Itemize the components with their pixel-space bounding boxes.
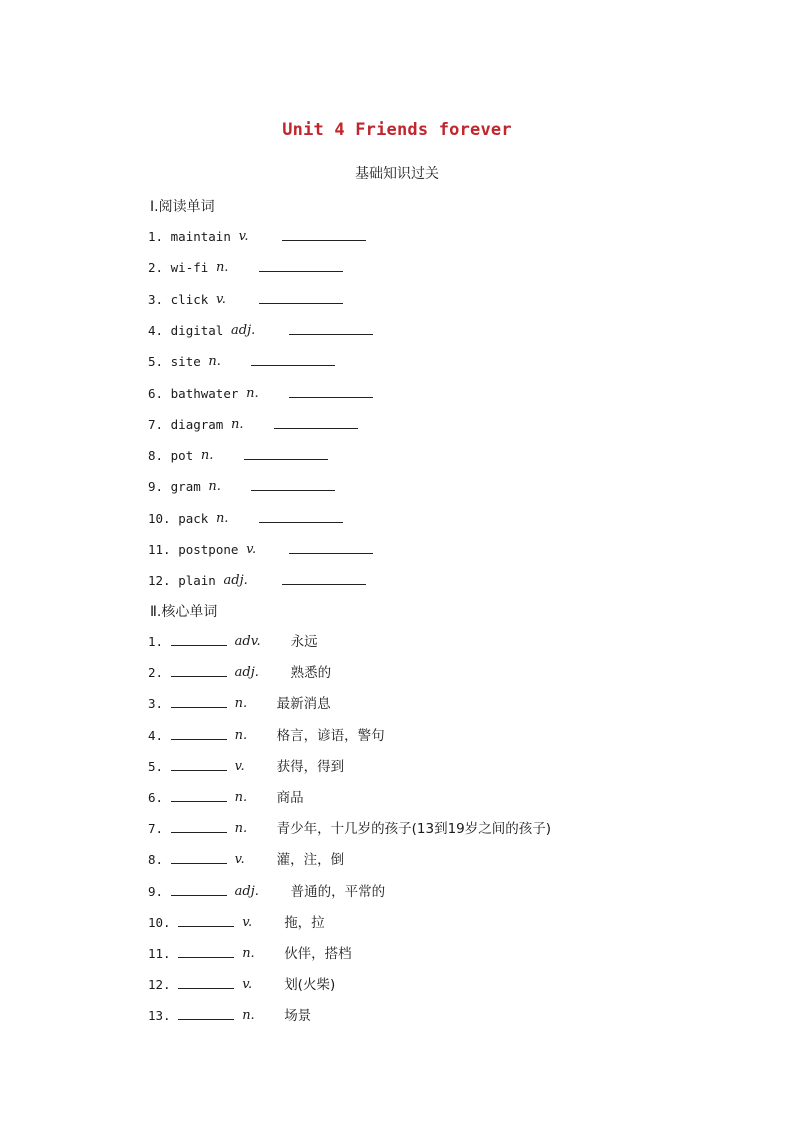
part-of-speech: n. bbox=[208, 354, 221, 370]
reading-word-text: plain bbox=[178, 573, 216, 589]
item-number: 12. bbox=[148, 573, 171, 589]
chinese-meaning: 最新消息 bbox=[276, 696, 331, 713]
answer-blank[interactable] bbox=[282, 571, 366, 585]
reading-word-text: gram bbox=[170, 479, 201, 495]
item-number: 2. bbox=[148, 665, 164, 681]
part-of-speech: adv. bbox=[234, 634, 261, 649]
part-of-speech: n. bbox=[234, 727, 248, 743]
item-number: 1. bbox=[148, 634, 164, 649]
reading-word-text: digital bbox=[170, 322, 224, 338]
answer-blank[interactable] bbox=[244, 446, 328, 460]
chinese-meaning: 伙伴，搭档 bbox=[284, 946, 352, 962]
answer-blank[interactable] bbox=[171, 819, 227, 833]
answer-blank[interactable] bbox=[289, 540, 373, 554]
item-number: 5. bbox=[148, 758, 164, 774]
part-of-speech: adj. bbox=[231, 322, 256, 338]
reading-word-text: postpone bbox=[178, 542, 239, 557]
reading-word-text: maintain bbox=[170, 229, 231, 244]
section-heading-core-words: Ⅱ.核心单词 bbox=[150, 604, 218, 620]
reading-word-text: diagram bbox=[170, 416, 224, 432]
part-of-speech: adj. bbox=[234, 883, 259, 899]
part-of-speech: n. bbox=[200, 448, 214, 464]
reading-word-text: click bbox=[170, 291, 209, 307]
answer-blank[interactable] bbox=[171, 757, 227, 771]
part-of-speech: n. bbox=[234, 696, 248, 712]
part-of-speech: n. bbox=[246, 385, 259, 401]
answer-blank[interactable] bbox=[178, 944, 234, 958]
item-number: 13. bbox=[148, 1008, 171, 1024]
item-number: 1. bbox=[148, 229, 164, 244]
part-of-speech: v. bbox=[238, 229, 249, 244]
answer-blank[interactable] bbox=[251, 352, 335, 366]
answer-blank[interactable] bbox=[259, 290, 343, 304]
answer-blank[interactable] bbox=[259, 509, 343, 523]
item-number: 7. bbox=[148, 416, 164, 432]
item-number: 4. bbox=[148, 727, 164, 743]
chinese-meaning: 青少年，十几岁的孩子(13到19岁之间的孩子) bbox=[276, 821, 552, 838]
item-number: 9. bbox=[148, 479, 164, 495]
answer-blank[interactable] bbox=[171, 788, 227, 802]
part-of-speech: v. bbox=[234, 852, 245, 868]
part-of-speech: n. bbox=[242, 946, 255, 961]
item-number: 12. bbox=[148, 977, 171, 993]
chinese-meaning: 商品 bbox=[276, 790, 304, 806]
item-number: 11. bbox=[148, 946, 171, 961]
part-of-speech: v. bbox=[242, 977, 253, 993]
chinese-meaning: 拖，拉 bbox=[284, 914, 325, 931]
answer-blank[interactable] bbox=[178, 913, 234, 927]
item-number: 8. bbox=[148, 448, 164, 464]
item-number: 5. bbox=[148, 354, 164, 370]
reading-word-text: pack bbox=[178, 510, 209, 526]
item-number: 4. bbox=[148, 322, 164, 338]
chinese-meaning: 格言，谚语，警句 bbox=[276, 727, 385, 744]
chinese-meaning: 获得，得到 bbox=[276, 758, 345, 775]
item-number: 10. bbox=[148, 510, 171, 526]
item-number: 3. bbox=[148, 696, 164, 712]
part-of-speech: n. bbox=[208, 479, 221, 495]
item-number: 6. bbox=[148, 790, 164, 805]
reading-word-text: bathwater bbox=[170, 385, 239, 401]
item-number: 8. bbox=[148, 852, 164, 868]
item-number: 11. bbox=[148, 542, 171, 557]
chinese-meaning: 熟悉的 bbox=[290, 665, 332, 682]
part-of-speech: n. bbox=[215, 510, 229, 526]
part-of-speech: adj. bbox=[234, 665, 259, 681]
chinese-meaning: 普通的，平常的 bbox=[290, 883, 386, 900]
item-number: 2. bbox=[148, 260, 164, 276]
part-of-speech: n. bbox=[242, 1008, 255, 1024]
part-of-speech: n. bbox=[234, 821, 248, 837]
part-of-speech: v. bbox=[234, 758, 245, 774]
part-of-speech: n. bbox=[215, 260, 229, 276]
chinese-meaning: 场景 bbox=[284, 1008, 312, 1025]
item-number: 7. bbox=[148, 821, 164, 837]
part-of-speech: n. bbox=[231, 416, 244, 432]
part-of-speech: v. bbox=[242, 914, 253, 930]
page-subtitle: 基础知识过关 bbox=[355, 166, 439, 182]
chinese-meaning: 灌，注，倒 bbox=[276, 852, 345, 869]
answer-blank[interactable] bbox=[282, 227, 366, 241]
part-of-speech: v. bbox=[215, 291, 226, 307]
answer-blank[interactable] bbox=[171, 882, 227, 896]
answer-blank[interactable] bbox=[171, 694, 227, 708]
part-of-speech: n. bbox=[234, 790, 248, 805]
item-number: 6. bbox=[148, 385, 164, 401]
answer-blank[interactable] bbox=[178, 975, 234, 989]
answer-blank[interactable] bbox=[274, 415, 358, 429]
item-number: 3. bbox=[148, 291, 164, 307]
page-title: Unit 4 Friends forever bbox=[282, 120, 512, 140]
answer-blank[interactable] bbox=[289, 321, 373, 335]
answer-blank[interactable] bbox=[251, 477, 335, 491]
item-number: 9. bbox=[148, 883, 164, 899]
answer-blank[interactable] bbox=[171, 726, 227, 740]
chinese-meaning: 永远 bbox=[290, 634, 318, 650]
answer-blank[interactable] bbox=[178, 1006, 234, 1020]
answer-blank[interactable] bbox=[171, 663, 227, 677]
part-of-speech: v. bbox=[246, 542, 257, 557]
reading-word-text: wi-fi bbox=[170, 260, 209, 276]
item-number: 10. bbox=[148, 914, 171, 930]
answer-blank[interactable] bbox=[289, 384, 373, 398]
answer-blank[interactable] bbox=[171, 850, 227, 864]
answer-blank[interactable] bbox=[259, 258, 343, 272]
reading-word-text: pot bbox=[170, 448, 194, 464]
section-heading-reading-words: Ⅰ.阅读单词 bbox=[150, 199, 215, 215]
answer-blank[interactable] bbox=[171, 632, 227, 646]
reading-word-text: site bbox=[170, 354, 201, 370]
part-of-speech: adj. bbox=[223, 573, 248, 589]
chinese-meaning: 划(火柴) bbox=[284, 977, 336, 994]
